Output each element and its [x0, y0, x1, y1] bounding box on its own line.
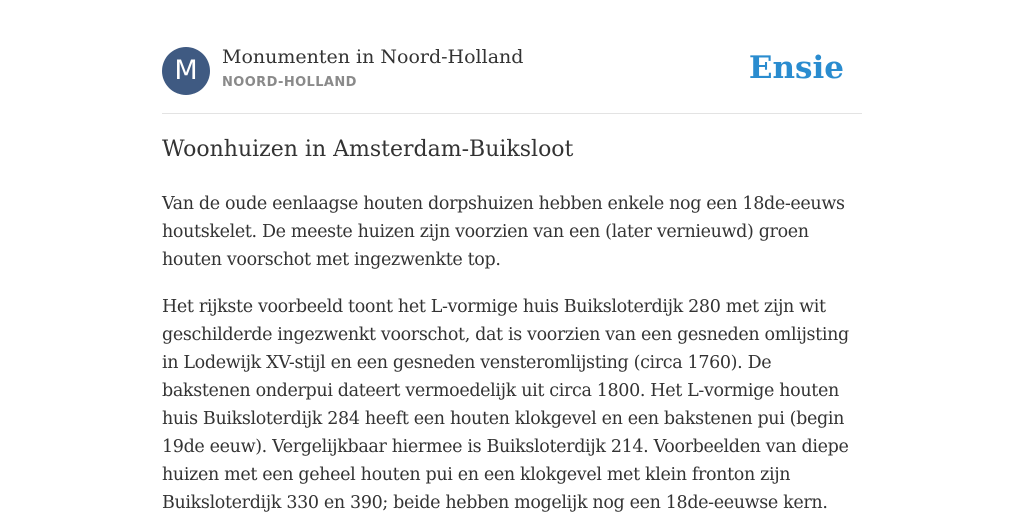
article-paragraph-1: [162, 190, 862, 274]
paragraph-line: Buiksloterdijk 330 en 390; beide hebben mogelijk nog een 18de-eeuwse kern.: [162, 493, 828, 512]
article-page: [162, 0, 862, 512]
paragraph-line: huizen met een geheel houten pui en een klokgevel met klein fronton zijn: [162, 465, 791, 485]
brand-logo[interactable]: Ensie: [748, 50, 844, 86]
paragraph-line: Het rijkste voorbeeld toont het L-vormige huis Buiksloterdijk 280 met zijn wit: [162, 297, 826, 317]
header: [162, 46, 862, 96]
paragraph-line: huis Buiksloterdijk 284 heeft een houten klokgevel en een bakstenen pui (begin: [162, 409, 845, 429]
header-divider: [162, 113, 862, 114]
paragraph-line: bakstenen onderpui dateert vermoedelijk uit circa 1800. Het L-vormige houten: [162, 381, 839, 401]
paragraph-line: houtskelet. De meeste huizen zijn voorzien van een (later vernieuwd) groen: [162, 222, 809, 242]
paragraph-line: Van de oude eenlaagse houten dorpshuizen hebben enkele nog een 18de-eeuws: [162, 194, 845, 214]
paragraph-line: houten voorschot met ingezwenkte top.: [162, 250, 501, 270]
paragraph-line: 19de eeuw). Vergelijkbaar hiermee is Buiksloterdijk 214. Voorbeelden van diepe: [162, 437, 849, 457]
book-subtitle: NOORD-HOLLAND: [222, 75, 357, 90]
book-avatar[interactable]: M: [162, 47, 210, 95]
paragraph-line: in Lodewijk XV-stijl en een gesneden vensteromlijsting (circa 1760). De: [162, 353, 772, 373]
book-title-link[interactable]: Monumenten in Noord-Holland: [222, 46, 524, 68]
paragraph-line: geschilderde ingezwenkt voorschot, dat is voorzien van een gesneden omlijsting: [162, 325, 849, 345]
article-title: Woonhuizen in Amsterdam-Buiksloot: [162, 137, 574, 162]
article-paragraph-2: [162, 293, 862, 512]
